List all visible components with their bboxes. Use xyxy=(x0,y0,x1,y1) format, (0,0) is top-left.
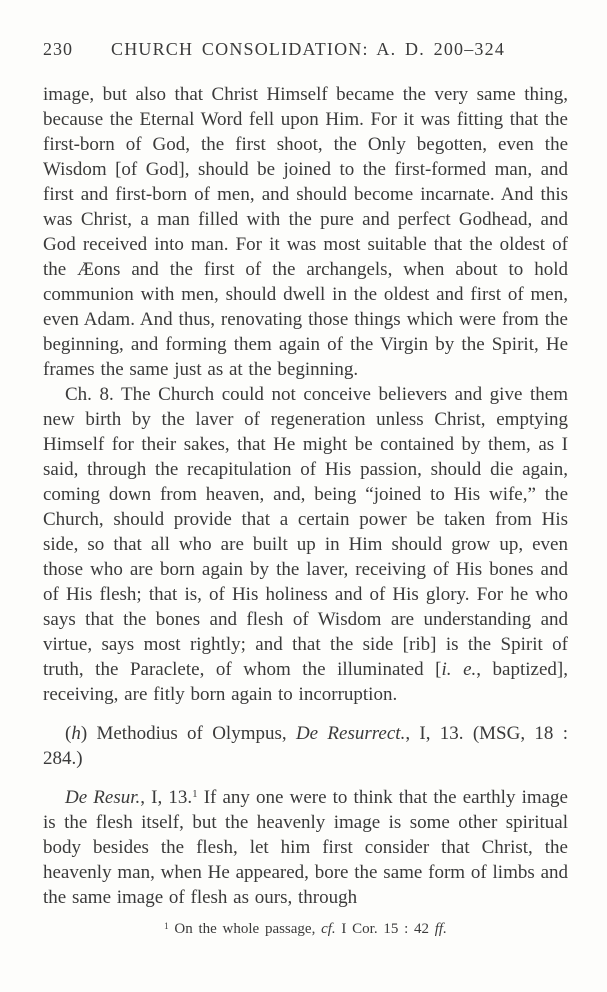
paragraph-continuation: image, but also that Christ Himself became the very same thing, because the Eternal Word fell upon Him. For it was fitting that the first-born of God, the first shoot, the Only begotten, even the Wisdom [of God], should be joined to the first-formed man, and first and first-born of men, and should become incarnate. And this was Christ, a man filled with the pure and perfect Godhead, and God received into man. For it was most suitable that the oldest of the Æons and the first of the archangels, when about to hold communion with men, should dwell in the oldest and first of men, even Adam. And thus, renovating those things which were from the beginning, and forming them again of the Virgin by the Spirit, He frames the same just as at the beginning. xyxy=(43,84,568,380)
page-body xyxy=(43,82,568,910)
paragraph-ch8: Ch. 8. The Church could not conceive believers and give them new birth by the laver of regeneration unless Christ, emptying Himself for their sakes, that He might be contained by them, as I said, through the recapitulation of His passion, should die again, coming down from heaven, and, being “joined to His wife,” the Church, should provide that a certain power be taken from His side, so that all who are built up in Him should grow up, even those who are born again by the laver, receiving of His bones and of His flesh; that is, of His holiness and of His glory. For he who says that the bones and flesh of Wisdom are understanding and virtue, says most rightly; and that the side [rib] is the Spirit of truth, the Paraclete, of whom the illuminated [i. e., baptized], receiving, are fitly born again to incorruption. xyxy=(43,384,568,705)
running-title: CHURCH CONSOLIDATION: A. D. 200–324 xyxy=(111,39,506,59)
page-header xyxy=(43,38,568,60)
footnote: $^1$ On the whole passage, cf. I Cor. 15 : 42 ff. xyxy=(164,921,447,937)
citation-line: (h) Methodius of Olympus, De Resurrect., I, 13. (MSG, 18 : 284.) xyxy=(43,723,568,769)
quote-paragraph: De Resur., I, 13.$^1$ If any one were to think that the earthly image is the flesh itself, but the heavenly image is some other spiritual body besides the flesh, let him first consider that Christ, the heavenly man, when He appeared, bore the same form of limbs and the same image of flesh as ours, through xyxy=(43,787,568,908)
page-number: 230 xyxy=(43,39,73,59)
